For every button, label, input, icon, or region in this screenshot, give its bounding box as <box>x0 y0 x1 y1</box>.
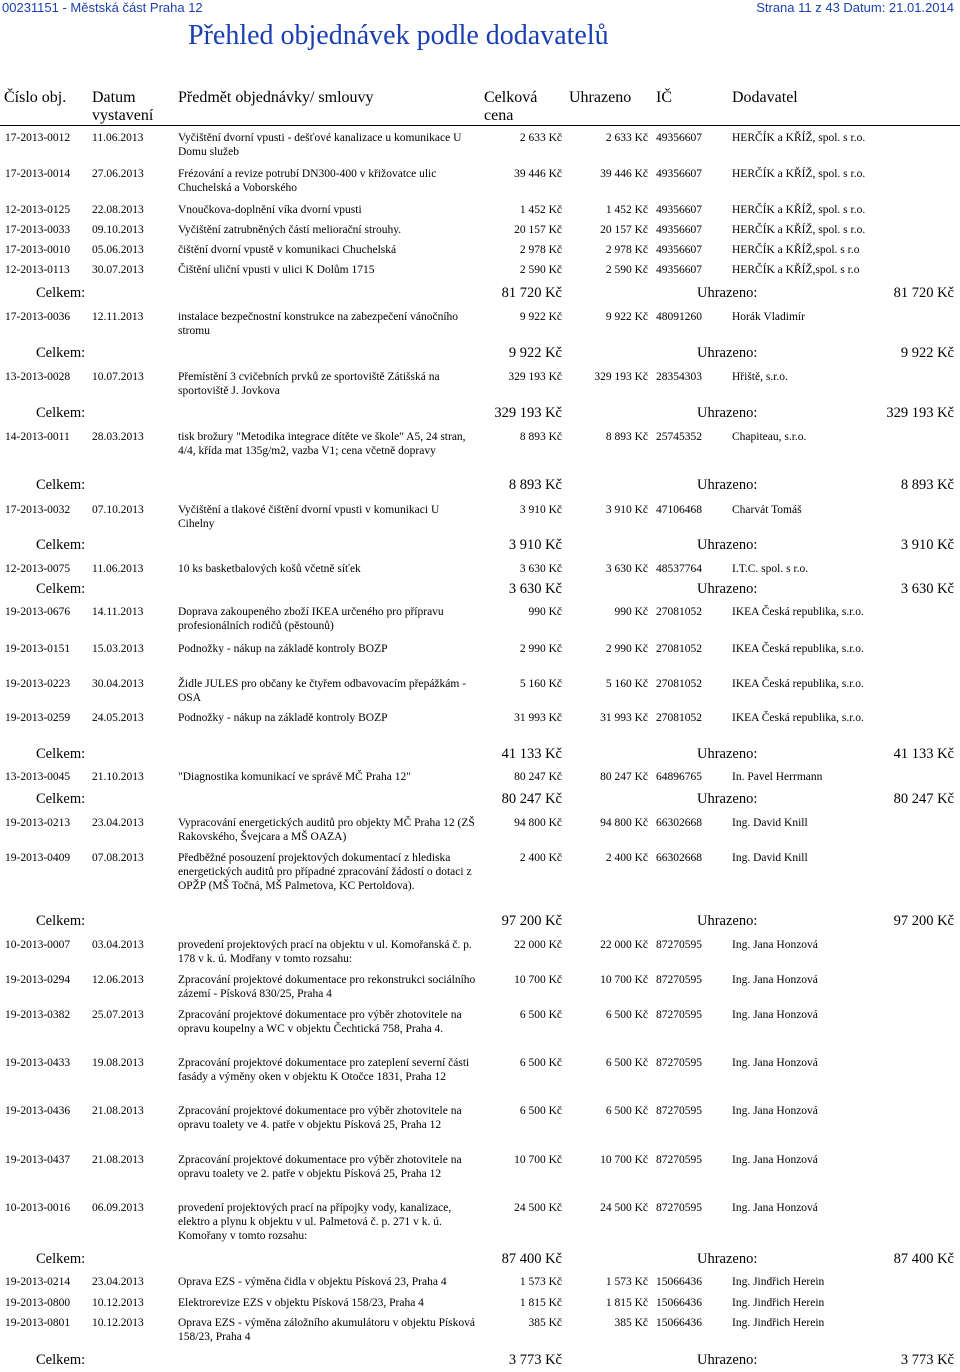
order-price: 31 993 Kč <box>514 712 562 724</box>
order-subject: Přemístění 3 cvičebních prvků ze sportoviště Zátišská na sportoviště J. Jovkova <box>178 371 440 397</box>
paid-label: Uhrazeno: <box>697 1251 758 1267</box>
order-price: 10 700 Kč <box>514 974 562 986</box>
order-date: 11.06.2013 <box>92 563 144 575</box>
order-number: 12-2013-0075 <box>5 563 71 575</box>
column-header-total-price-line2: cena <box>484 107 514 124</box>
order-date: 07.08.2013 <box>92 852 144 864</box>
paid-amount: 3 910 Kč <box>900 537 954 553</box>
order-paid: 20 157 Kč <box>600 224 648 236</box>
order-price: 2 400 Kč <box>519 852 562 864</box>
total-amount: 80 247 Kč <box>501 791 562 807</box>
supplier-name: Ing. Jana Honzová <box>732 1009 818 1021</box>
total-label: Celkem: <box>36 345 86 361</box>
order-date: 10.12.2013 <box>92 1297 144 1309</box>
supplier-id: 87270595 <box>656 1009 702 1021</box>
order-date: 10.07.2013 <box>92 371 144 383</box>
order-paid: 10 700 Kč <box>600 974 648 986</box>
supplier-id: 27081052 <box>656 643 702 655</box>
supplier-id: 27081052 <box>656 712 702 724</box>
supplier-id: 87270595 <box>656 1105 702 1117</box>
supplier-name: HERČÍK a KŘÍŽ, spol. s r.o. <box>732 224 866 236</box>
order-price: 6 500 Kč <box>519 1105 562 1117</box>
total-amount: 41 133 Kč <box>501 746 562 762</box>
order-number: 17-2013-0014 <box>5 168 71 180</box>
order-paid: 2 633 Kč <box>605 132 648 144</box>
supplier-name: Horák Vladimír <box>732 311 805 323</box>
supplier-id: 87270595 <box>656 1202 702 1214</box>
order-subject: "Diagnostika komunikací ve správě MČ Praha 12" <box>178 771 411 783</box>
total-label: Celkem: <box>36 1352 86 1368</box>
order-price: 22 000 Kč <box>514 939 562 951</box>
paid-label: Uhrazeno: <box>697 345 758 361</box>
supplier-name: Ing. Jana Honzová <box>732 974 818 986</box>
order-paid: 94 800 Kč <box>600 817 648 829</box>
order-price: 2 633 Kč <box>519 132 562 144</box>
paid-label: Uhrazeno: <box>697 581 758 597</box>
paid-amount: 3 773 Kč <box>900 1352 954 1368</box>
order-paid: 8 893 Kč <box>605 431 648 443</box>
order-price: 20 157 Kč <box>514 224 562 236</box>
order-paid: 9 922 Kč <box>605 311 648 323</box>
total-amount: 97 200 Kč <box>501 913 562 929</box>
order-paid: 6 500 Kč <box>605 1009 648 1021</box>
order-paid: 22 000 Kč <box>600 939 648 951</box>
total-label: Celkem: <box>36 1251 86 1267</box>
order-price: 1 815 Kč <box>519 1297 562 1309</box>
order-date: 06.09.2013 <box>92 1202 144 1214</box>
order-price: 2 590 Kč <box>519 264 562 276</box>
supplier-id: 49356607 <box>656 264 702 276</box>
total-amount: 3 910 Kč <box>508 537 562 553</box>
order-paid: 5 160 Kč <box>605 678 648 690</box>
paid-label: Uhrazeno: <box>697 477 758 493</box>
supplier-name: HERČÍK a KŘÍŽ, spol. s r.o. <box>732 204 866 216</box>
order-price: 8 893 Kč <box>519 431 562 443</box>
paid-amount: 41 133 Kč <box>893 746 954 762</box>
total-amount: 9 922 Kč <box>508 345 562 361</box>
supplier-id: 27081052 <box>656 606 702 618</box>
order-price: 9 922 Kč <box>519 311 562 323</box>
order-paid: 2 978 Kč <box>605 244 648 256</box>
order-number: 19-2013-0259 <box>5 712 71 724</box>
paid-amount: 97 200 Kč <box>893 913 954 929</box>
total-label: Celkem: <box>36 581 86 597</box>
order-paid: 10 700 Kč <box>600 1154 648 1166</box>
order-price: 39 446 Kč <box>514 168 562 180</box>
organization-id: 00231151 - Městská část Praha 12 <box>2 0 203 15</box>
supplier-name: I.T.C. spol. s r.o. <box>732 563 809 575</box>
order-date: 25.07.2013 <box>92 1009 144 1021</box>
supplier-id: 87270595 <box>656 939 702 951</box>
total-label: Celkem: <box>36 285 86 301</box>
order-number: 19-2013-0223 <box>5 678 71 690</box>
order-paid: 24 500 Kč <box>600 1202 648 1214</box>
paid-amount: 3 630 Kč <box>900 581 954 597</box>
order-price: 80 247 Kč <box>514 771 562 783</box>
order-date: 14.11.2013 <box>92 606 144 618</box>
paid-amount: 8 893 Kč <box>900 477 954 493</box>
total-label: Celkem: <box>36 791 86 807</box>
supplier-name: Ing. David Knill <box>732 817 808 829</box>
supplier-id: 49356607 <box>656 132 702 144</box>
supplier-name: HERČÍK a KŘÍŽ, spol. s r.o. <box>732 168 866 180</box>
order-subject: provedení projektových prací na objektu v ul. Komořanská č. p. 178 v k. ú. Modřany v tomto rozsahu: <box>178 939 472 965</box>
order-price: 2 990 Kč <box>519 643 562 655</box>
order-date: 07.10.2013 <box>92 504 144 516</box>
order-date: 30.07.2013 <box>92 264 144 276</box>
supplier-id: 49356607 <box>656 244 702 256</box>
order-paid: 385 Kč <box>614 1317 648 1329</box>
order-date: 21.08.2013 <box>92 1105 144 1117</box>
order-subject: provedení projektových prací na přípojky vody, kanalizace, elektro a plynu k objektu v ul. Palmetová č. p. 271 v k. ú. Komořany v tomto rozsahu: <box>178 1202 452 1242</box>
order-paid: 1 815 Kč <box>605 1297 648 1309</box>
order-date: 19.08.2013 <box>92 1057 144 1069</box>
order-date: 03.04.2013 <box>92 939 144 951</box>
paid-amount: 329 193 Kč <box>886 405 954 421</box>
order-date: 24.05.2013 <box>92 712 144 724</box>
column-header-total-price-line1: Celková <box>484 89 538 106</box>
order-number: 17-2013-0010 <box>5 244 71 256</box>
order-date: 10.12.2013 <box>92 1317 144 1329</box>
supplier-name: Ing. David Knill <box>732 852 808 864</box>
supplier-name: IKEA Česká republika, s.r.o. <box>732 606 864 618</box>
order-number: 19-2013-0213 <box>5 817 71 829</box>
column-header-date-line2: vystavení <box>92 107 154 124</box>
order-price: 3 910 Kč <box>519 504 562 516</box>
order-subject: 10 ks basketbalových košů včetně síťek <box>178 563 361 575</box>
order-number: 19-2013-0214 <box>5 1276 71 1288</box>
paid-amount: 9 922 Kč <box>900 345 954 361</box>
order-number: 19-2013-0801 <box>5 1317 71 1329</box>
supplier-id: 87270595 <box>656 1154 702 1166</box>
order-paid: 39 446 Kč <box>600 168 648 180</box>
order-subject: Vyčištění dvorní vpusti - dešťové kanalizace u komunikace U Domu služeb <box>178 132 462 158</box>
order-number: 19-2013-0676 <box>5 606 71 618</box>
order-subject: Oprava EZS - výměna záložního akumulátoru v objektu Písková 158/23, Praha 4 <box>178 1317 476 1343</box>
paid-label: Uhrazeno: <box>697 746 758 762</box>
column-header-order-number: Číslo obj. <box>4 89 67 106</box>
order-date: 09.10.2013 <box>92 224 144 236</box>
order-subject: Vnoučkova-doplnění víka dvorní vpusti <box>178 204 362 216</box>
order-date: 27.06.2013 <box>92 168 144 180</box>
supplier-name: Ing. Jindřich Herein <box>732 1276 825 1288</box>
order-paid: 6 500 Kč <box>605 1105 648 1117</box>
total-amount: 3 630 Kč <box>508 581 562 597</box>
order-date: 12.11.2013 <box>92 311 144 323</box>
column-header-paid: Uhrazeno <box>569 89 632 106</box>
supplier-name: Hřiště, s.r.o. <box>732 371 788 383</box>
paid-label: Uhrazeno: <box>697 791 758 807</box>
order-subject: instalace bezpečnostní konstrukce na zabezpečení vánočního stromu <box>178 311 459 337</box>
supplier-id: 64896765 <box>656 771 702 783</box>
supplier-name: IKEA Česká republika, s.r.o. <box>732 712 864 724</box>
paid-label: Uhrazeno: <box>697 285 758 301</box>
order-number: 17-2013-0032 <box>5 504 71 516</box>
order-subject: Doprava zakoupeného zboží IKEA určeného pro přípravu profesionálních rodičů (pěstounů) <box>178 606 444 632</box>
supplier-name: Ing. Jana Honzová <box>732 1057 818 1069</box>
order-number: 19-2013-0437 <box>5 1154 71 1166</box>
supplier-id: 87270595 <box>656 1057 702 1069</box>
order-paid: 6 500 Kč <box>605 1057 648 1069</box>
order-subject: Vypracování energetických auditů pro objekty MČ Praha 12 (ZŠ Rakovského, Švejcara a MŠ OAZA) <box>178 817 475 843</box>
supplier-name: Ing. Jana Honzová <box>732 1105 818 1117</box>
order-number: 17-2013-0012 <box>5 132 71 144</box>
total-label: Celkem: <box>36 405 86 421</box>
order-price: 3 630 Kč <box>519 563 562 575</box>
column-header-supplier: Dodavatel <box>732 89 798 106</box>
supplier-name: IKEA Česká republika, s.r.o. <box>732 643 864 655</box>
total-amount: 87 400 Kč <box>501 1251 562 1267</box>
order-date: 11.06.2013 <box>92 132 144 144</box>
order-subject: Zpracování projektové dokumentace pro zateplení severní části fasády a výměny oken v objektu K Otočce 1831, Praha 12 <box>178 1057 470 1083</box>
supplier-name: HERČÍK a KŘÍŽ,spol. s r.o <box>732 264 860 276</box>
order-price: 6 500 Kč <box>519 1009 562 1021</box>
column-header-date-line1: Datum <box>92 89 136 106</box>
order-number: 19-2013-0409 <box>5 852 71 864</box>
order-paid: 3 910 Kč <box>605 504 648 516</box>
order-subject: Vyčištění zatrubněných částí meliorační strouhy. <box>178 224 402 236</box>
paid-label: Uhrazeno: <box>697 913 758 929</box>
column-header-date <box>92 89 153 125</box>
order-subject: Židle JULES pro občany ke čtyřem odbavovacím přepážkám - OSA <box>178 678 467 704</box>
order-price: 385 Kč <box>528 1317 562 1329</box>
order-number: 12-2013-0113 <box>5 264 70 276</box>
order-paid: 3 630 Kč <box>605 563 648 575</box>
order-number: 17-2013-0036 <box>5 311 71 323</box>
order-subject: Oprava EZS - výměna čidla v objektu Písková 23, Praha 4 <box>178 1276 447 1288</box>
order-subject: tisk brožury "Metodika integrace dítěte ve škole" A5, 24 stran, 4/4, křída mat 135g/m2, vazba V1; cena včetně dopravy <box>178 431 466 457</box>
column-header-total-price <box>484 89 537 125</box>
order-paid: 1 452 Kč <box>605 204 648 216</box>
column-header-company-id: IČ <box>656 89 672 106</box>
order-number: 12-2013-0125 <box>5 204 71 216</box>
supplier-id: 47106468 <box>656 504 702 516</box>
order-price: 6 500 Kč <box>519 1057 562 1069</box>
order-paid: 31 993 Kč <box>600 712 648 724</box>
order-paid: 2 990 Kč <box>605 643 648 655</box>
supplier-id: 15066436 <box>656 1297 702 1309</box>
supplier-id: 15066436 <box>656 1317 702 1329</box>
total-label: Celkem: <box>36 913 86 929</box>
total-amount: 81 720 Kč <box>501 285 562 301</box>
supplier-id: 66302668 <box>656 817 702 829</box>
supplier-id: 48091260 <box>656 311 702 323</box>
order-number: 19-2013-0382 <box>5 1009 71 1021</box>
order-subject: Zpracování projektové dokumentace pro výběr zhotovitele na opravu toalety ve 2. patře v objektu Písková 25, Praha 12 <box>178 1154 462 1180</box>
order-subject: Zpracování projektové dokumentace pro rekonstrukci sociálního zázemí - Písková 830/25, Praha 4 <box>178 974 476 1000</box>
total-amount: 8 893 Kč <box>508 477 562 493</box>
supplier-id: 27081052 <box>656 678 702 690</box>
paid-label: Uhrazeno: <box>697 405 758 421</box>
order-number: 17-2013-0033 <box>5 224 71 236</box>
order-date: 21.08.2013 <box>92 1154 144 1166</box>
order-subject: Předběžné posouzení projektových dokumentací z hlediska energetických auditů pro případné zpracování žádostí o dotaci z OPŽP (MŠ Točná, MŠ Palmetova, KC Pertoldova). <box>178 852 472 892</box>
total-label: Celkem: <box>36 537 86 553</box>
supplier-name: IKEA Česká republika, s.r.o. <box>732 678 864 690</box>
order-number: 14-2013-0011 <box>5 431 70 443</box>
order-subject: Frézování a revize potrubí DN300-400 v křižovatce ulic Chuchelská a Voborského <box>178 168 437 194</box>
order-price: 24 500 Kč <box>514 1202 562 1214</box>
report-header-bar <box>0 0 960 16</box>
supplier-name: HERČÍK a KŘÍŽ,spol. s r.o <box>732 244 860 256</box>
total-label: Celkem: <box>36 477 86 493</box>
order-price: 1 452 Kč <box>519 204 562 216</box>
supplier-name: Ing. Jana Honzová <box>732 939 818 951</box>
order-paid: 990 Kč <box>614 606 648 618</box>
order-subject: Podnožky - nákup na základě kontroly BOZP <box>178 712 388 724</box>
order-date: 15.03.2013 <box>92 643 144 655</box>
supplier-id: 25745352 <box>656 431 702 443</box>
total-amount: 3 773 Kč <box>508 1352 562 1368</box>
order-price: 94 800 Kč <box>514 817 562 829</box>
order-subject: Zpracování projektové dokumentace pro výběr zhotovitele na opravu koupelny a WC v objektu Čechtická 758, Praha 4. <box>178 1009 462 1035</box>
order-date: 30.04.2013 <box>92 678 144 690</box>
supplier-id: 49356607 <box>656 168 702 180</box>
order-price: 990 Kč <box>528 606 562 618</box>
order-price: 10 700 Kč <box>514 1154 562 1166</box>
order-price: 1 573 Kč <box>519 1276 562 1288</box>
order-paid: 329 193 Kč <box>594 371 648 383</box>
order-subject: Podnožky - nákup na základě kontroly BOZP <box>178 643 388 655</box>
supplier-id: 49356607 <box>656 224 702 236</box>
header-divider <box>0 125 960 126</box>
order-date: 23.04.2013 <box>92 1276 144 1288</box>
paid-amount: 87 400 Kč <box>893 1251 954 1267</box>
order-number: 13-2013-0028 <box>5 371 71 383</box>
order-subject: čištění dvorní vpustě v komunikaci Chuchelská <box>178 244 397 256</box>
supplier-id: 15066436 <box>656 1276 702 1288</box>
paid-amount: 81 720 Kč <box>893 285 954 301</box>
order-number: 19-2013-0151 <box>5 643 71 655</box>
order-price: 2 978 Kč <box>519 244 562 256</box>
paid-label: Uhrazeno: <box>697 1352 758 1368</box>
supplier-name: Ing. Jana Honzová <box>732 1154 818 1166</box>
order-number: 10-2013-0016 <box>5 1202 71 1214</box>
order-number: 10-2013-0007 <box>5 939 71 951</box>
order-subject: Zpracování projektové dokumentace pro výběr zhotovitele na opravu toalety ve 4. patře v objektu Písková 25, Praha 12 <box>178 1105 462 1131</box>
order-paid: 2 590 Kč <box>605 264 648 276</box>
supplier-name: Ing. Jana Honzová <box>732 1202 818 1214</box>
order-date: 12.06.2013 <box>92 974 144 986</box>
order-price: 329 193 Kč <box>508 371 562 383</box>
order-subject: Vyčištění a tlakové čištění dvorní vpusti v komunikaci U Cihelny <box>178 504 440 530</box>
supplier-name: Charvát Tomáš <box>732 504 802 516</box>
order-date: 23.04.2013 <box>92 817 144 829</box>
order-number: 19-2013-0800 <box>5 1297 71 1309</box>
order-subject: Elektrorevize EZS v objektu Písková 158/23, Praha 4 <box>178 1297 424 1309</box>
supplier-id: 49356607 <box>656 204 702 216</box>
order-subject: Čištění uliční vpusti v ulici K Dolům 1715 <box>178 264 375 276</box>
total-amount: 329 193 Kč <box>494 405 562 421</box>
order-price: 5 160 Kč <box>519 678 562 690</box>
order-paid: 2 400 Kč <box>605 852 648 864</box>
supplier-name: HERČÍK a KŘÍŽ, spol. s r.o. <box>732 132 866 144</box>
supplier-name: Ing. Jindřich Herein <box>732 1317 825 1329</box>
supplier-id: 28354303 <box>656 371 702 383</box>
report-title: Přehled objednávek podle dodavatelů <box>188 20 609 51</box>
order-date: 28.03.2013 <box>92 431 144 443</box>
supplier-id: 87270595 <box>656 974 702 986</box>
total-label: Celkem: <box>36 746 86 762</box>
order-paid: 1 573 Kč <box>605 1276 648 1288</box>
order-date: 21.10.2013 <box>92 771 144 783</box>
paid-amount: 80 247 Kč <box>893 791 954 807</box>
supplier-name: Ing. Jindřich Herein <box>732 1297 825 1309</box>
supplier-id: 66302668 <box>656 852 702 864</box>
order-number: 19-2013-0436 <box>5 1105 71 1117</box>
order-number: 19-2013-0294 <box>5 974 71 986</box>
supplier-name: In. Pavel Herrmann <box>732 771 823 783</box>
page-info: Strana 11 z 43 Datum: 21.01.2014 <box>756 0 954 15</box>
order-number: 13-2013-0045 <box>5 771 71 783</box>
order-paid: 80 247 Kč <box>600 771 648 783</box>
supplier-name: Chapiteau, s.r.o. <box>732 431 807 443</box>
paid-label: Uhrazeno: <box>697 537 758 553</box>
order-date: 22.08.2013 <box>92 204 144 216</box>
order-date: 05.06.2013 <box>92 244 144 256</box>
supplier-id: 48537764 <box>656 563 702 575</box>
order-number: 19-2013-0433 <box>5 1057 71 1069</box>
column-header-subject: Předmět objednávky/ smlouvy <box>178 89 374 106</box>
